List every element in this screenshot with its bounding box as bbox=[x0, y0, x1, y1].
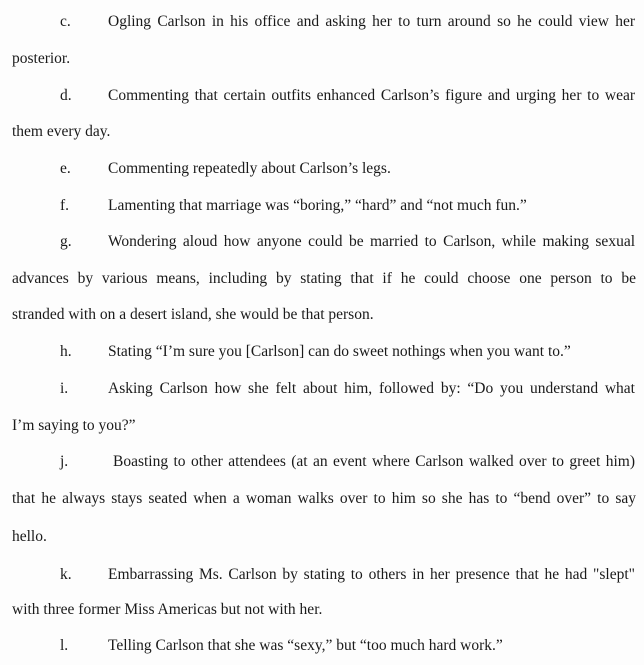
item-g-text: Wondering aloud how anyone could be married to Carlson, while making sexual bbox=[108, 233, 635, 250]
item-e-text: Commenting repeatedly about Carlson’s legs. bbox=[108, 160, 391, 177]
item-i-continuation: I’m saying to you?” bbox=[12, 417, 136, 434]
item-marker-k: k. bbox=[60, 566, 72, 583]
item-c-text: Ogling Carlson in his office and asking her to turn around so he could view her bbox=[108, 13, 635, 30]
item-marker-h: h. bbox=[60, 343, 72, 360]
item-g-continuation-1: advances by various means, including by stating that if he could choose one person to be bbox=[12, 270, 636, 287]
item-j-text: Boasting to other attendees (at an event where Carlson walked over to greet him) bbox=[113, 453, 635, 470]
item-marker-l: l. bbox=[60, 637, 69, 654]
item-d-text: Commenting that certain outfits enhanced Carlson’s figure and urging her to wear bbox=[108, 87, 635, 104]
item-marker-c: c. bbox=[60, 13, 71, 30]
item-marker-f: f. bbox=[60, 197, 70, 214]
item-j-continuation-2: hello. bbox=[12, 528, 47, 545]
item-i-text: Asking Carlson how she felt about him, followed by: “Do you understand what bbox=[108, 380, 635, 397]
item-k-text: Embarrassing Ms. Carlson by stating to others in her presence that he had "slept" bbox=[108, 566, 635, 583]
item-c-continuation: posterior. bbox=[12, 50, 71, 67]
item-g-continuation-2: stranded with on a desert island, she would be that person. bbox=[12, 306, 374, 323]
item-d-continuation: them every day. bbox=[12, 123, 111, 140]
item-marker-g: g. bbox=[60, 233, 72, 250]
item-j-continuation-1: that he always stays seated when a woman walks over to him so she has to “bend over” to say bbox=[12, 490, 636, 507]
item-l-text: Telling Carlson that she was “sexy,” but “too much hard work.” bbox=[108, 637, 503, 654]
item-marker-d: d. bbox=[60, 87, 72, 104]
item-k-continuation: with three former Miss Americas but not with her. bbox=[12, 601, 323, 618]
item-marker-i: i. bbox=[60, 380, 69, 397]
item-f-text: Lamenting that marriage was “boring,” “hard” and “not much fun.” bbox=[108, 197, 527, 214]
item-marker-e: e. bbox=[60, 160, 71, 177]
item-h-text: Stating “I’m sure you [Carlson] can do sweet nothings when you want to.” bbox=[108, 343, 571, 360]
item-marker-j: j. bbox=[60, 453, 69, 470]
